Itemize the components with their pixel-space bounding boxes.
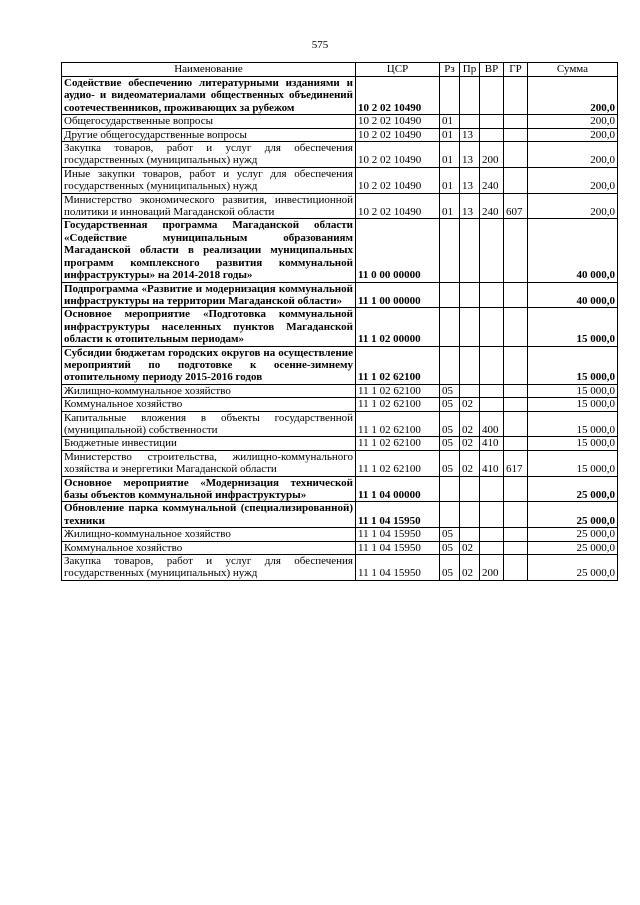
row-csr-cell: 11 0 00 00000 (356, 219, 440, 282)
row-rz-cell: 05 (440, 411, 460, 437)
row-sum-cell: 200,0 (528, 167, 618, 193)
table-row (62, 411, 618, 437)
table-row (62, 219, 618, 282)
row-pr-cell: 02 (460, 450, 480, 476)
row-gr-cell (504, 308, 528, 346)
row-rz-cell: 01 (440, 193, 460, 219)
row-vr-cell: 240 (480, 193, 504, 219)
table-row (62, 398, 618, 411)
header-gr: ГР (504, 63, 528, 77)
row-vr-cell (480, 528, 504, 541)
table-row (62, 476, 618, 502)
row-name-cell: Жилищно-коммунальное хозяйство (62, 528, 356, 541)
row-gr-cell (504, 128, 528, 141)
table-row (62, 308, 618, 346)
header-name: Наименование (62, 63, 356, 77)
row-pr-cell: 13 (460, 167, 480, 193)
page-number: 575 (311, 39, 329, 51)
row-sum-cell: 40 000,0 (528, 282, 618, 308)
row-name-cell: Коммунальное хозяйство (62, 398, 356, 411)
table-row (62, 193, 618, 219)
row-vr-cell: 200 (480, 555, 504, 581)
table-row (62, 528, 618, 541)
row-vr-cell (480, 128, 504, 141)
row-csr-cell: 10 2 02 10490 (356, 115, 440, 128)
table-row (62, 437, 618, 450)
table-row (62, 346, 618, 384)
table-row (62, 541, 618, 554)
row-csr-cell: 11 1 02 62100 (356, 450, 440, 476)
row-sum-cell: 200,0 (528, 142, 618, 168)
row-csr-cell: 11 1 04 15950 (356, 502, 440, 528)
row-rz-cell: 05 (440, 555, 460, 581)
row-name-cell: Содействие обеспечению литературными изданиями и аудио- и видеоматериалами общественных объединений соотечественников, проживающих за рубежом (62, 77, 356, 115)
table-header-row (62, 63, 618, 77)
row-sum-cell: 40 000,0 (528, 219, 618, 282)
row-rz-cell: 05 (440, 528, 460, 541)
row-csr-cell: 10 2 02 10490 (356, 77, 440, 115)
row-rz-cell: 01 (440, 167, 460, 193)
row-rz-cell (440, 77, 460, 115)
row-gr-cell: 617 (504, 450, 528, 476)
row-gr-cell (504, 541, 528, 554)
row-pr-cell (460, 77, 480, 115)
row-pr-cell: 02 (460, 398, 480, 411)
row-csr-cell: 11 1 04 15950 (356, 555, 440, 581)
row-vr-cell (480, 398, 504, 411)
table-row (62, 167, 618, 193)
row-sum-cell: 15 000,0 (528, 346, 618, 384)
row-rz-cell (440, 346, 460, 384)
row-rz-cell (440, 502, 460, 528)
row-gr-cell (504, 476, 528, 502)
row-pr-cell (460, 219, 480, 282)
table-row (62, 450, 618, 476)
row-pr-cell (460, 346, 480, 384)
row-rz-cell (440, 219, 460, 282)
table-row (62, 555, 618, 581)
row-name-cell: Подпрограмма «Развитие и модернизация коммунальной инфраструктуры на территории Магаданской области» (62, 282, 356, 308)
row-gr-cell (504, 77, 528, 115)
row-gr-cell (504, 346, 528, 384)
header-sum: Сумма (528, 63, 618, 77)
row-pr-cell: 02 (460, 437, 480, 450)
row-gr-cell (504, 167, 528, 193)
row-vr-cell (480, 476, 504, 502)
budget-table (61, 62, 618, 581)
row-csr-cell: 11 1 02 00000 (356, 308, 440, 346)
row-csr-cell: 10 2 02 10490 (356, 128, 440, 141)
row-name-cell: Коммунальное хозяйство (62, 541, 356, 554)
row-gr-cell (504, 555, 528, 581)
row-sum-cell: 25 000,0 (528, 528, 618, 541)
row-rz-cell: 01 (440, 115, 460, 128)
row-csr-cell: 11 1 04 00000 (356, 476, 440, 502)
row-gr-cell (504, 411, 528, 437)
row-csr-cell: 11 1 02 62100 (356, 411, 440, 437)
row-name-cell: Субсидии бюджетам городских округов на осуществление мероприятий по подготовке к осенне-зимнему отопительному периоду 2015-2016 годов (62, 346, 356, 384)
row-pr-cell (460, 528, 480, 541)
row-name-cell: Министерство строительства, жилищно-коммунального хозяйства и энергетики Магаданской области (62, 450, 356, 476)
row-pr-cell (460, 308, 480, 346)
row-gr-cell: 607 (504, 193, 528, 219)
row-vr-cell: 410 (480, 450, 504, 476)
row-rz-cell (440, 476, 460, 502)
row-sum-cell: 15 000,0 (528, 411, 618, 437)
row-rz-cell: 01 (440, 142, 460, 168)
row-gr-cell (504, 142, 528, 168)
row-pr-cell: 02 (460, 555, 480, 581)
row-vr-cell (480, 115, 504, 128)
row-gr-cell (504, 115, 528, 128)
table-row (62, 384, 618, 397)
row-csr-cell: 11 1 00 00000 (356, 282, 440, 308)
row-sum-cell: 200,0 (528, 77, 618, 115)
row-sum-cell: 15 000,0 (528, 384, 618, 397)
table-row (62, 502, 618, 528)
row-sum-cell: 15 000,0 (528, 308, 618, 346)
row-pr-cell: 02 (460, 541, 480, 554)
row-vr-cell: 200 (480, 142, 504, 168)
row-rz-cell: 05 (440, 437, 460, 450)
row-gr-cell (504, 437, 528, 450)
row-sum-cell: 200,0 (528, 128, 618, 141)
row-name-cell: Иные закупки товаров, работ и услуг для обеспечения государственных (муниципальных) нужд (62, 167, 356, 193)
row-pr-cell (460, 502, 480, 528)
row-rz-cell: 05 (440, 384, 460, 397)
row-csr-cell: 10 2 02 10490 (356, 167, 440, 193)
row-vr-cell (480, 282, 504, 308)
row-sum-cell: 25 000,0 (528, 476, 618, 502)
row-pr-cell (460, 476, 480, 502)
row-csr-cell: 11 1 02 62100 (356, 437, 440, 450)
row-csr-cell: 11 1 02 62100 (356, 346, 440, 384)
row-rz-cell: 05 (440, 450, 460, 476)
row-name-cell: Другие общегосударственные вопросы (62, 128, 356, 141)
row-name-cell: Основное мероприятие «Подготовка коммунальной инфраструктуры населенных пунктов Магаданской области к отопительным периодам» (62, 308, 356, 346)
row-rz-cell: 01 (440, 128, 460, 141)
row-vr-cell (480, 77, 504, 115)
row-sum-cell: 25 000,0 (528, 541, 618, 554)
row-rz-cell: 05 (440, 398, 460, 411)
row-name-cell: Основное мероприятие «Модернизация технической базы объектов коммунальной инфраструктуры» (62, 476, 356, 502)
row-gr-cell (504, 219, 528, 282)
row-vr-cell: 240 (480, 167, 504, 193)
row-pr-cell: 02 (460, 411, 480, 437)
row-sum-cell: 15 000,0 (528, 437, 618, 450)
row-vr-cell: 410 (480, 437, 504, 450)
row-sum-cell: 200,0 (528, 115, 618, 128)
row-name-cell: Обновление парка коммунальной (специализированной) техники (62, 502, 356, 528)
row-name-cell: Капитальные вложения в объекты государственной (муниципальной) собственности (62, 411, 356, 437)
row-pr-cell: 13 (460, 128, 480, 141)
row-name-cell: Закупка товаров, работ и услуг для обеспечения государственных (муниципальных) нужд (62, 555, 356, 581)
row-sum-cell: 15 000,0 (528, 398, 618, 411)
row-sum-cell: 25 000,0 (528, 555, 618, 581)
row-sum-cell: 25 000,0 (528, 502, 618, 528)
row-sum-cell: 15 000,0 (528, 450, 618, 476)
row-vr-cell: 400 (480, 411, 504, 437)
row-name-cell: Общегосударственные вопросы (62, 115, 356, 128)
table-body (62, 77, 618, 581)
row-pr-cell (460, 282, 480, 308)
row-pr-cell (460, 384, 480, 397)
row-name-cell: Бюджетные инвестиции (62, 437, 356, 450)
row-csr-cell: 11 1 04 15950 (356, 528, 440, 541)
row-gr-cell (504, 384, 528, 397)
row-vr-cell (480, 384, 504, 397)
row-vr-cell (480, 219, 504, 282)
row-name-cell: Государственная программа Магаданской области «Содействие муниципальным образованиям Магаданской области в реализации муниципальных программ комплексного развития коммунальной инфраструктуры» на 2014-2018 годы» (62, 219, 356, 282)
row-name-cell: Жилищно-коммунальное хозяйство (62, 384, 356, 397)
row-gr-cell (504, 502, 528, 528)
table-row (62, 115, 618, 128)
row-vr-cell (480, 308, 504, 346)
row-csr-cell: 10 2 02 10490 (356, 193, 440, 219)
table-row (62, 77, 618, 115)
row-vr-cell (480, 346, 504, 384)
row-sum-cell: 200,0 (528, 193, 618, 219)
row-pr-cell (460, 115, 480, 128)
row-csr-cell: 11 1 02 62100 (356, 398, 440, 411)
row-name-cell: Министерство экономического развития, инвестиционной политики и инноваций Магаданской области (62, 193, 356, 219)
table-row (62, 128, 618, 141)
row-rz-cell: 05 (440, 541, 460, 554)
row-rz-cell (440, 308, 460, 346)
row-pr-cell: 13 (460, 142, 480, 168)
row-gr-cell (504, 282, 528, 308)
row-name-cell: Закупка товаров, работ и услуг для обеспечения государственных (муниципальных) нужд (62, 142, 356, 168)
row-csr-cell: 11 1 02 62100 (356, 384, 440, 397)
row-vr-cell (480, 541, 504, 554)
header-vr: ВР (480, 63, 504, 77)
header-rz: Рз (440, 63, 460, 77)
table-row (62, 282, 618, 308)
table-row (62, 142, 618, 168)
header-csr: ЦСР (356, 63, 440, 77)
row-vr-cell (480, 502, 504, 528)
row-gr-cell (504, 528, 528, 541)
row-rz-cell (440, 282, 460, 308)
row-csr-cell: 11 1 04 15950 (356, 541, 440, 554)
row-pr-cell: 13 (460, 193, 480, 219)
row-gr-cell (504, 398, 528, 411)
header-pr: Пр (460, 63, 480, 77)
row-csr-cell: 10 2 02 10490 (356, 142, 440, 168)
